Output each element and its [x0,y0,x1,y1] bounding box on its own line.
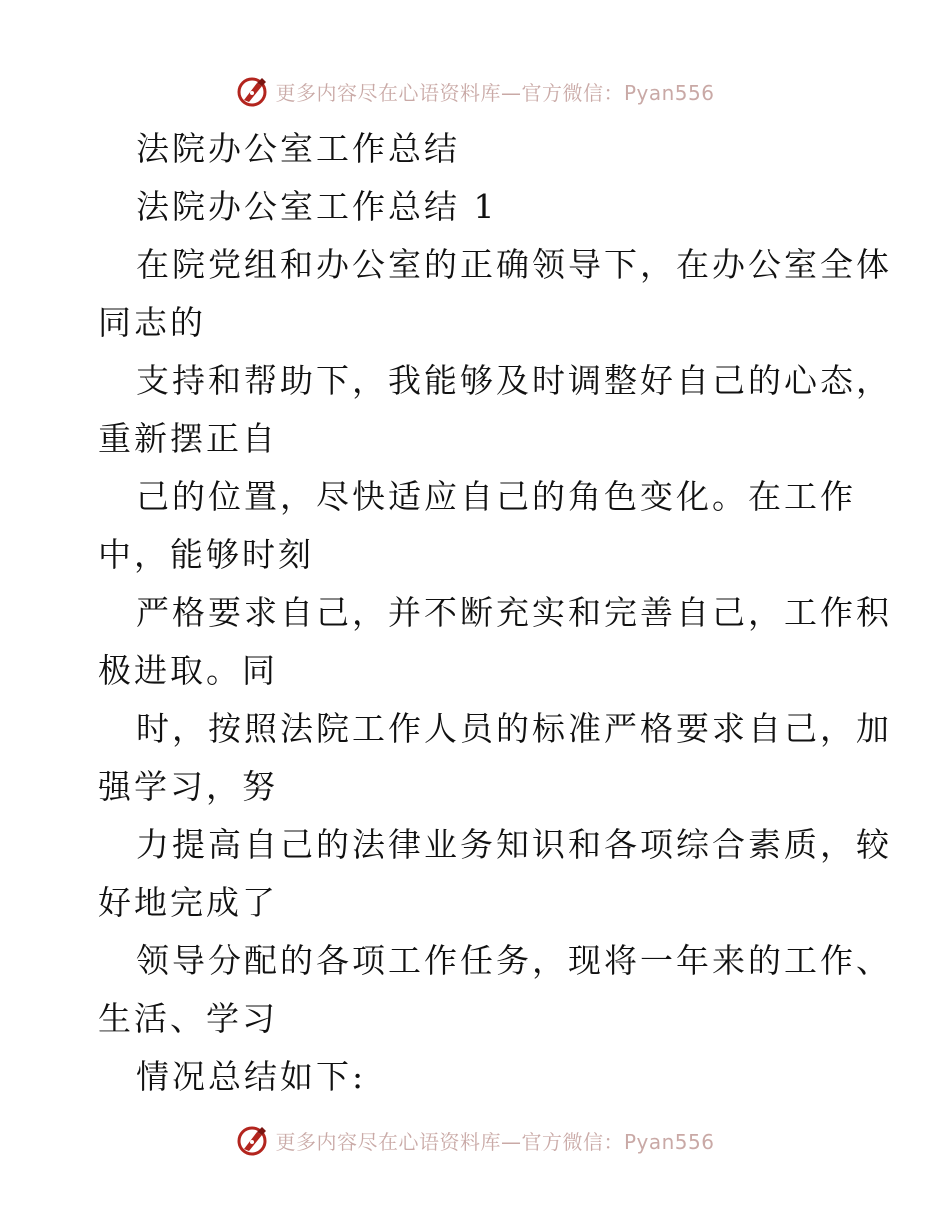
text-line: 极进取。同 [98,651,278,690]
banner-text: 更多内容尽在心语资料库—官方微信：Pyan556 [275,1129,715,1154]
footer-banner [0,1120,950,1160]
banner-text: 更多内容尽在心语资料库—官方微信：Pyan556 [275,80,715,105]
header-banner [0,71,950,111]
text-line: 情况总结如下: [136,1057,367,1096]
text-line: 好地完成了 [98,883,278,922]
text-line: 生活、学习 [98,999,278,1038]
text-line: 己的位置，尽快适应自己的角色变化。在工作 [136,477,856,516]
pen-nib-circle-icon [235,74,269,108]
text-line: 时，按照法院工作人员的标准严格要求自己，加 [136,709,892,748]
document-body [98,120,892,1106]
text-line: 法院办公室工作总结 [136,129,460,168]
text-line: 力提高自己的法律业务知识和各项综合素质，较 [136,825,892,864]
pen-nib-circle-icon [235,1123,269,1157]
text-line: 强学习，努 [98,767,278,806]
text-line: 重新摆正自 [98,419,278,458]
text-line: 在院党组和办公室的正确领导下，在办公室全体 [136,245,892,284]
text-line: 法院办公室工作总结 1 [136,187,498,226]
text-line: 领导分配的各项工作任务，现将一年来的工作、 [136,941,892,980]
text-line: 支持和帮助下，我能够及时调整好自己的心态， [136,361,892,400]
text-line: 严格要求自己，并不断充实和完善自己，工作积 [136,593,892,632]
text-line: 中，能够时刻 [98,535,314,574]
text-line: 同志的 [98,303,206,342]
